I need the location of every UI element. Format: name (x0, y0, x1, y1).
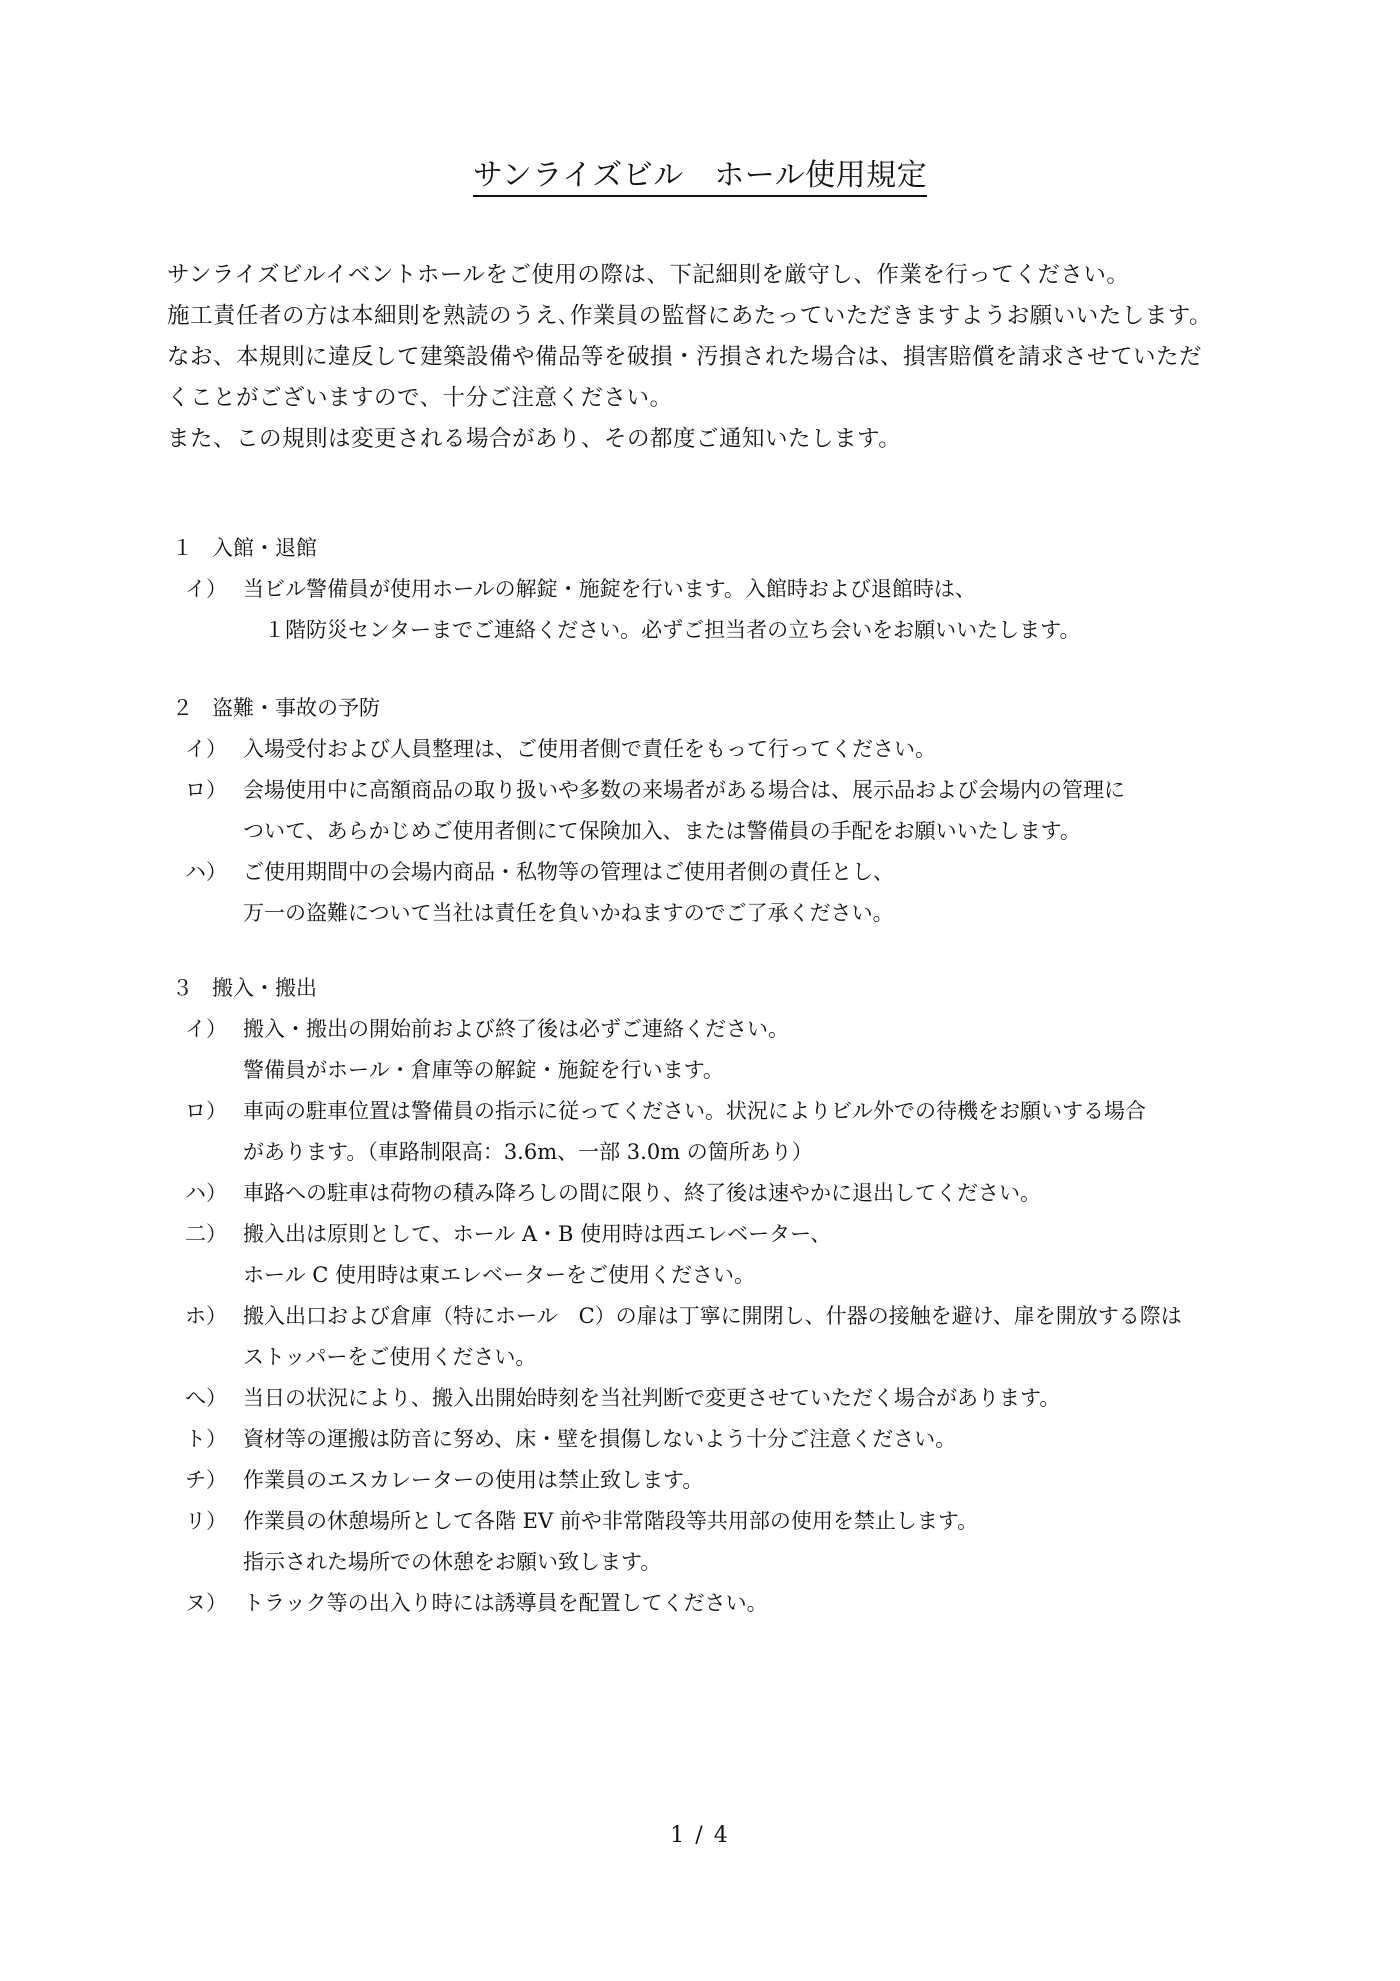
rule-item (167, 1419, 1347, 1460)
item-line: 当ビル警備員が使用ホールの解錠・施錠を行います。入館時および退館時は、 (243, 577, 976, 601)
section-number: ２ (172, 696, 193, 720)
item-marker: リ） (185, 1509, 227, 1533)
section-heading (167, 968, 1347, 1009)
rule-item (167, 1091, 1347, 1173)
item-marker: ヌ） (185, 1591, 227, 1615)
item-marker: イ） (185, 1017, 227, 1041)
section-title: 入館・退館 (212, 536, 317, 560)
section-loading (167, 968, 1347, 1624)
intro-line: くことがございますので、十分ご注意ください。 (167, 385, 673, 411)
rule-item (167, 852, 1347, 934)
item-marker: ホ） (185, 1304, 227, 1328)
rule-item (167, 770, 1347, 852)
intro-line: サンライズビルイベントホールをご使用の際は、下記細則を厳守し、作業を行ってください。 (167, 262, 1130, 288)
section-title: 盗難・事故の予防 (212, 696, 380, 720)
rule-item (167, 1501, 1347, 1583)
item-marker: ロ） (185, 1099, 227, 1123)
item-line: があります。（車路制限高：3.6m、一部 3.0m の箇所あり） (243, 1140, 813, 1164)
item-line: 万一の盗難について当社は責任を負いかねますのでご了承ください。 (243, 901, 894, 925)
item-marker: ハ） (185, 1181, 227, 1205)
item-line: 資材等の運搬は防音に努め、床・壁を損傷しないよう十分ご注意ください。 (243, 1427, 957, 1451)
item-line: 会場使用中に高額商品の取り扱いや多数の来場者がある場合は、展示品および会場内の管理に (243, 778, 1125, 802)
rule-item (167, 1009, 1347, 1091)
item-line: 搬入出口および倉庫（特にホール C）の扉は丁寧に開閉し、什器の接触を避け、扉を開放する際は (243, 1304, 1182, 1328)
intro-line: なお、本規則に違反して建築設備や備品等を破損・汚損された場合は、損害賠償を請求させていただ (167, 344, 1203, 370)
section-heading (167, 528, 1347, 569)
intro-line: また、この規則は変更される場合があり、その都度ご通知いたします。 (167, 426, 902, 452)
page-number: 1 / 4 (670, 1823, 730, 1848)
section-theft-prevention (167, 688, 1347, 934)
rule-item (167, 1173, 1347, 1214)
item-marker: ト） (185, 1427, 227, 1451)
item-line: 搬入出は原則として、ホール A・B 使用時は西エレベーター、 (243, 1222, 832, 1246)
item-marker: 二） (185, 1222, 227, 1246)
rule-item (167, 1583, 1347, 1624)
rule-item (167, 1214, 1347, 1296)
item-line: ストッパーをご使用ください。 (243, 1345, 537, 1369)
intro-line: 施工責任者の方は本細則を熟読のうえ､作業員の監督にあたっていただきますようお願いいたします。 (167, 303, 1212, 329)
rule-item (167, 1296, 1347, 1378)
item-line: 車両の駐車位置は警備員の指示に従ってください。状況によりビル外での待機をお願いする場合 (243, 1099, 1146, 1123)
item-line: 搬入・搬出の開始前および終了後は必ずご連絡ください。 (243, 1017, 789, 1041)
item-line: ついて、あらかじめご使用者側にて保険加入、または警備員の手配をお願いいたします。 (243, 819, 1081, 843)
item-marker: チ） (185, 1468, 227, 1492)
item-marker: ロ） (185, 778, 227, 802)
item-line: 作業員のエスカレーターの使用は禁止致します。 (243, 1468, 704, 1492)
section-title: 搬入・搬出 (212, 976, 317, 1000)
document-title-text: サンライズビル ホール使用規定 (473, 158, 927, 197)
item-line: 当日の状況により、搬入出開始時刻を当社判断で変更させていただく場合があります。 (243, 1386, 1061, 1410)
item-marker: へ） (185, 1386, 227, 1410)
item-line: ご使用期間中の会場内商品・私物等の管理はご使用者側の責任とし、 (243, 860, 894, 884)
item-marker: ハ） (185, 860, 227, 884)
item-line: １階防災センターまでご連絡ください。必ずご担当者の立ち会いをお願いいたします。 (243, 618, 1081, 642)
section-number: １ (172, 536, 193, 560)
rule-item (167, 569, 1347, 651)
item-line: 作業員の休憩場所として各階 EV 前や非常階段等共用部の使用を禁止します。 (243, 1509, 979, 1533)
rule-item (167, 1460, 1347, 1501)
rule-item (167, 1378, 1347, 1419)
item-marker: イ） (185, 577, 227, 601)
section-entry-exit (167, 528, 1347, 651)
item-line: ホール C 使用時は東エレベーターをご使用ください。 (243, 1263, 755, 1287)
item-line: 入場受付および人員整理は、ご使用者側で責任をもって行ってください。 (243, 737, 936, 761)
item-marker: イ） (185, 737, 227, 761)
intro-paragraph (167, 255, 1347, 460)
document-title (0, 150, 1400, 194)
section-heading (167, 688, 1347, 729)
item-line: トラック等の出入り時には誘導員を配置してください。 (243, 1591, 768, 1615)
item-line: 警備員がホール・倉庫等の解錠・施錠を行います。 (243, 1058, 724, 1082)
rule-item (167, 729, 1347, 770)
item-line: 車路への駐車は荷物の積み降ろしの間に限り、終了後は速やかに退出してください。 (243, 1181, 1041, 1205)
section-number: ３ (172, 976, 193, 1000)
item-line: 指示された場所での休憩をお願い致します。 (243, 1550, 662, 1574)
